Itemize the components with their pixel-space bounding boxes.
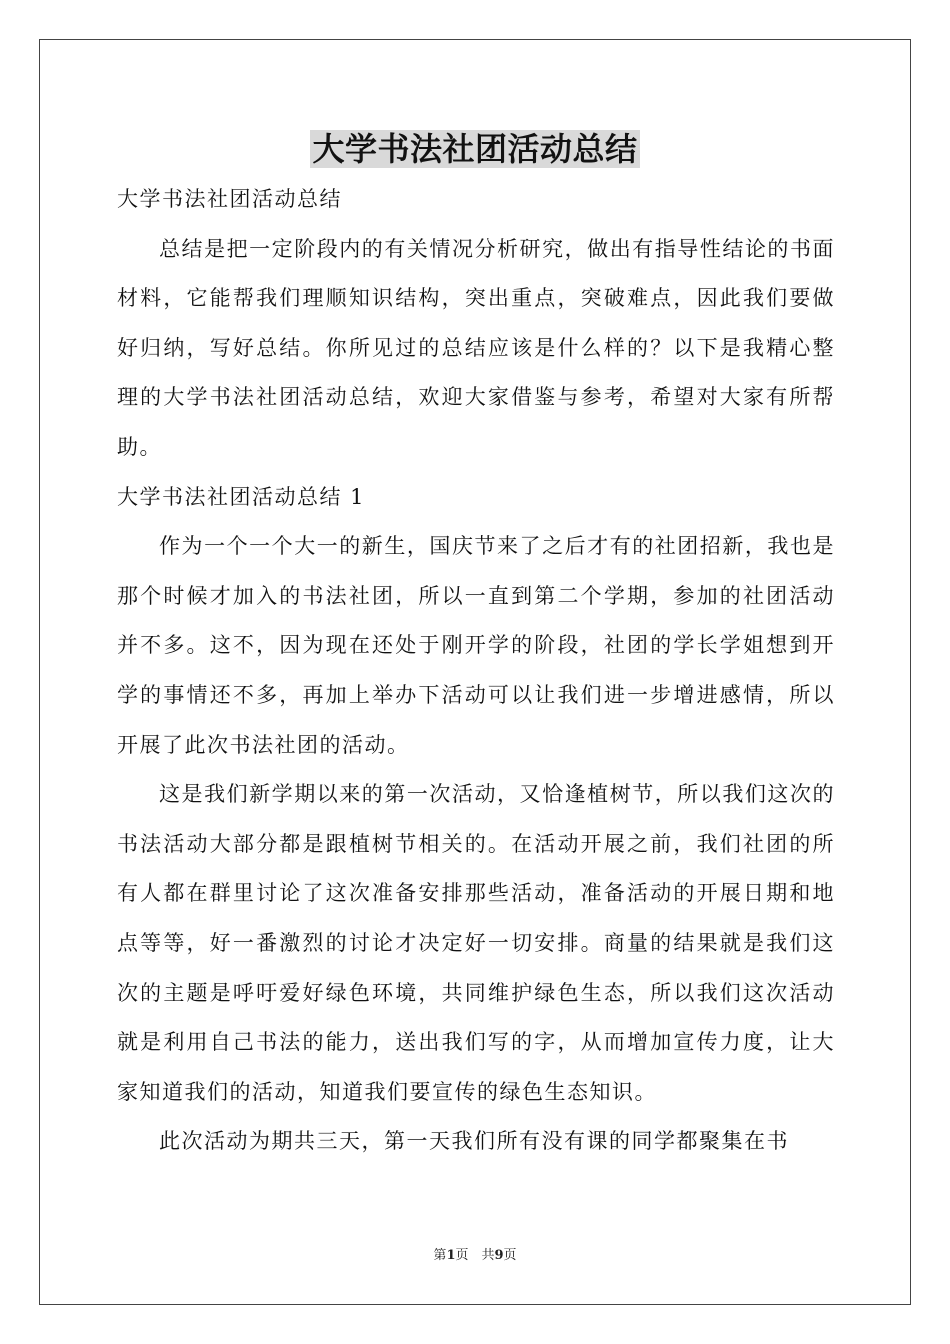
section-1-heading: 大学书法社团活动总结 1 — [117, 484, 366, 509]
section-1-paragraph-3: 此次活动为期共三天，第一天我们所有没有课的同学都聚集在书 — [159, 1129, 789, 1154]
footer-page-total: 9 — [494, 1248, 504, 1263]
section-1-paragraph-2: 这是我们新学期以来的第一次活动，又恰逢植树节，所以我们这次的书法活动大部分都是跟植树节相关的。在活动开展之前，我们社团的所有人都在群里讨论了这次准备安排那些活动，准备活动的开展日期和地点等等，好一番激烈的讨论才决定好一切安排。商量的结果就是我们这次的主题是呼吁爱好绿色环境，共同维护绿色生态，所以我们这次活动就是利用自己书法的能力，送出我们写的字，从而增加宣传力度，让大家知道我们的活动，知道我们要宣传的绿色生态知识。 — [117, 782, 835, 1104]
document-subtitle: 大学书法社团活动总结 — [117, 187, 342, 211]
document-title-text: 大学书法社团活动总结 — [312, 130, 638, 168]
document-title — [0, 124, 950, 174]
footer-page-suffix: 页 — [503, 1248, 517, 1263]
footer-page-current: 1 — [446, 1248, 456, 1263]
footer-page-mid: 页 共 — [455, 1248, 495, 1263]
page-footer — [0, 1246, 950, 1266]
intro-paragraph: 总结是把一定阶段内的有关情况分析研究，做出有指导性结论的书面材料，它能帮我们理顺知识结构，突出重点，突破难点，因此我们要做好归纳，写好总结。你所见过的总结应该是什么样的？以下是我精心整理的大学书法社团活动总结，欢迎大家借鉴与参考，希望对大家有所帮助。 — [117, 236, 835, 459]
section-1-paragraph-1: 作为一个一个大一的新生，国庆节来了之后才有的社团招新，我也是那个时候才加入的书法社团，所以一直到第二个学期，参加的社团活动并不多。这不，因为现在还处于刚开学的阶段，社团的学长学姐想到开学的事情还不多，再加上举办下活动可以让我们进一步增进感情，所以开展了此次书法社团的活动。 — [117, 534, 835, 757]
footer-page-prefix: 第 — [433, 1248, 447, 1263]
document-body — [117, 175, 835, 1167]
